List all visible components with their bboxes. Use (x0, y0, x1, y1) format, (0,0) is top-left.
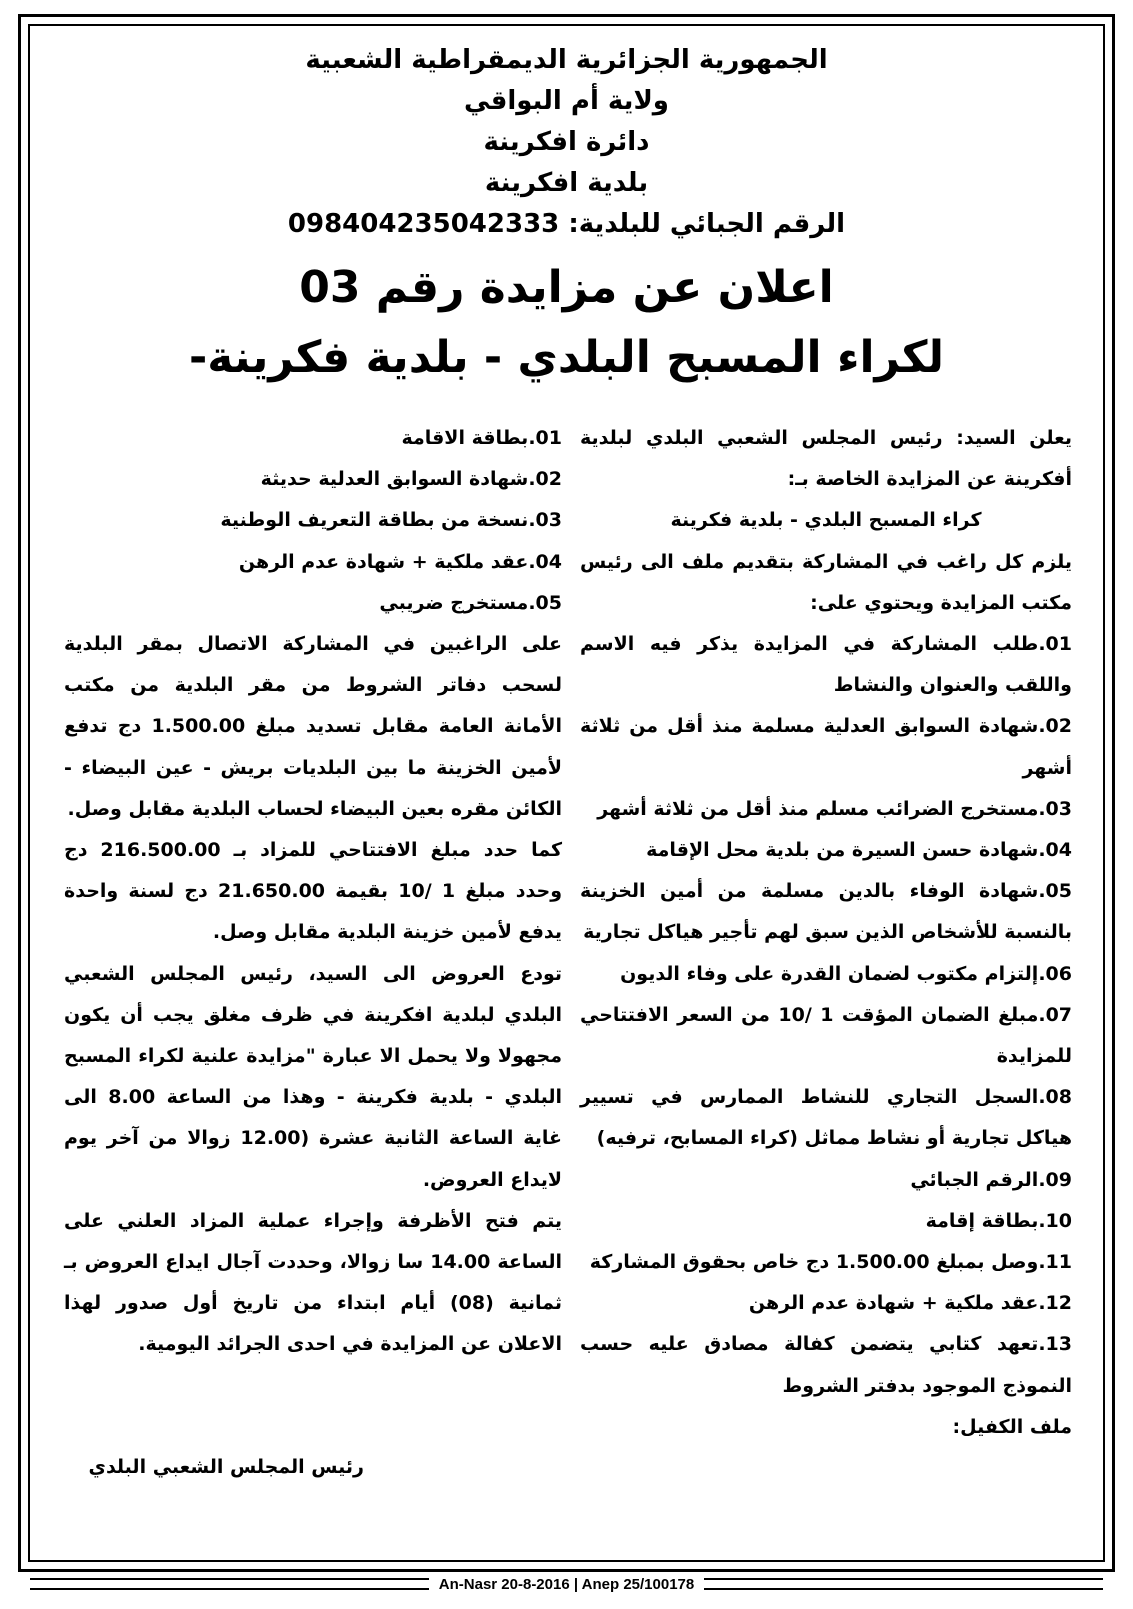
header-block (60, 40, 1073, 245)
list-item: 01.طلب المشاركة في المزايدة يذكر فيه الاسم واللقب والعنوان والنشاط (580, 633, 1072, 697)
list-item: 01.بطاقة الاقامة (401, 427, 562, 449)
footer-rule-left (30, 1578, 429, 1590)
subject-line: كراء المسبح البلدي - بلدية فكرينة (670, 509, 982, 532)
announcement-subtitle: لكراء المسبح البلدي - بلدية فكرينة- (188, 332, 945, 383)
list-item: 03.مستخرج الضرائب مسلم منذ أقل من ثلاثة أشهر (597, 797, 1072, 820)
intro-paragraph: يعلن السيد: رئيس المجلس الشعبي البلدي لبلدية أفكرينة عن المزايدة الخاصة بـ: (580, 427, 1072, 491)
signature: رئيس المجلس الشعبي البلدي (88, 1456, 364, 1478)
footer (30, 1576, 1103, 1592)
guarantor-heading: ملف الكفيل: (952, 1415, 1072, 1438)
specs-paragraph: على الراغبين في المشاركة الاتصال بمقر البلدية لسحب دفاتر الشروط من مقر البلدية من مكتب الأمانة العامة مقابل تسديد مبلغ 1.500.00 دج تدفع لأمين الخزينة ما بين البلديات بريش - عين البيضاء - الكائن مقره بعين البيضاء لحساب البلدية مقابل وصل. (64, 633, 562, 820)
list-item: 11.وصل بمبلغ 1.500.00 دج خاص بحقوق المشاركة (589, 1251, 1072, 1274)
opening-paragraph: يتم فتح الأظرفة وإجراء عملية المزاد العلني على الساعة 14.00 سا زوالا، وحددت آجال ايداع العروض بـ ثمانية (08) أيام ابتداء من تاريخ أول صدور لهذا الاعلان عن المزايدة في احدى الجرائد اليومية. (64, 1209, 563, 1356)
footer-rule-right (704, 1578, 1103, 1590)
header-commune: بلدية افكرينة (484, 168, 649, 198)
submission-paragraph: تودع العروض الى السيد، رئيس المجلس الشعبي البلدي لبلدية افكرينة في ظرف مغلق يجب أن يكون مجهولا ولا يحمل الا عبارة "مزايدة علنية لكراء المسبح البلدي - بلدية فكرينة - وهذا من الساعة 8.00 الى غاية الساعة الثانية عشرة (12.00 زوالا من آخر يوم لايداع العروض. (64, 962, 563, 1191)
left-column (64, 418, 562, 1366)
header-daira: دائرة افكرينة (483, 127, 650, 157)
list-item: 12.عقد ملكية + شهادة عدم الرهن (748, 1292, 1072, 1315)
header-wilaya: ولاية أم البواقي (464, 86, 669, 116)
header-republic: الجمهورية الجزائرية الديمقراطية الشعبية (305, 45, 828, 75)
list-item: 13.تعهد كتابي يتضمن كفالة مصادق عليه حسب النموذج الموجود بدفتر الشروط (580, 1333, 1072, 1397)
list-item: 07.مبلغ الضمان المؤقت 1 /10 من السعر الافتتاحي للمزايدة (580, 1003, 1073, 1068)
list-item: 02.شهادة السوابق العدلية مسلمة منذ أقل من ثلاثة أشهر (580, 715, 1072, 779)
list-item: 02.شهادة السوابق العدلية حديثة (260, 468, 562, 491)
list-item: 05.مستخرج ضريبي (379, 591, 562, 614)
list-item: 05.شهادة الوفاء بالدين مسلمة من أمين الخزينة بالنسبة للأشخاص الذين سبق لهم تأجير هياكل تجارية (580, 880, 1072, 944)
list-item: 04.شهادة حسن السيرة من بلدية محل الإقامة (646, 839, 1072, 862)
list-item: 03.نسخة من بطاقة التعريف الوطنية (220, 509, 562, 532)
header-tax-number: الرقم الجبائي للبلدية: 098404235042333 (287, 209, 846, 239)
footer-publication: An-Nasr 20-8-2016 | Anep 25/100178 (438, 1575, 695, 1593)
right-column (580, 418, 1072, 1448)
list-item: 06.إلتزام مكتوب لضمان القدرة على وفاء الديون (620, 962, 1072, 985)
requirement-paragraph: يلزم كل راغب في المشاركة بتقديم ملف الى رئيس مكتب المزايدة ويحتوي على: (580, 550, 1072, 614)
list-item: 08.السجل التجاري للنشاط الممارس في تسيير هياكل تجارية أو نشاط مماثل (كراء المسابح، ترفيه) (580, 1086, 1072, 1150)
list-item: 09.الرقم الجبائي (910, 1168, 1072, 1191)
list-item: 10.بطاقة إقامة (925, 1209, 1072, 1232)
price-paragraph: كما حدد مبلغ الافتتاحي للمزاد بـ 216.500.00 دج وحدد مبلغ 1 /10 بقيمة 21.650.00 دج لسنة واحدة يدفع لأمين خزينة البلدية مقابل وصل. (64, 839, 563, 944)
announcement-title: اعلان عن مزايدة رقم 03 (299, 262, 834, 313)
list-item: 04.عقد ملكية + شهادة عدم الرهن (238, 550, 562, 573)
